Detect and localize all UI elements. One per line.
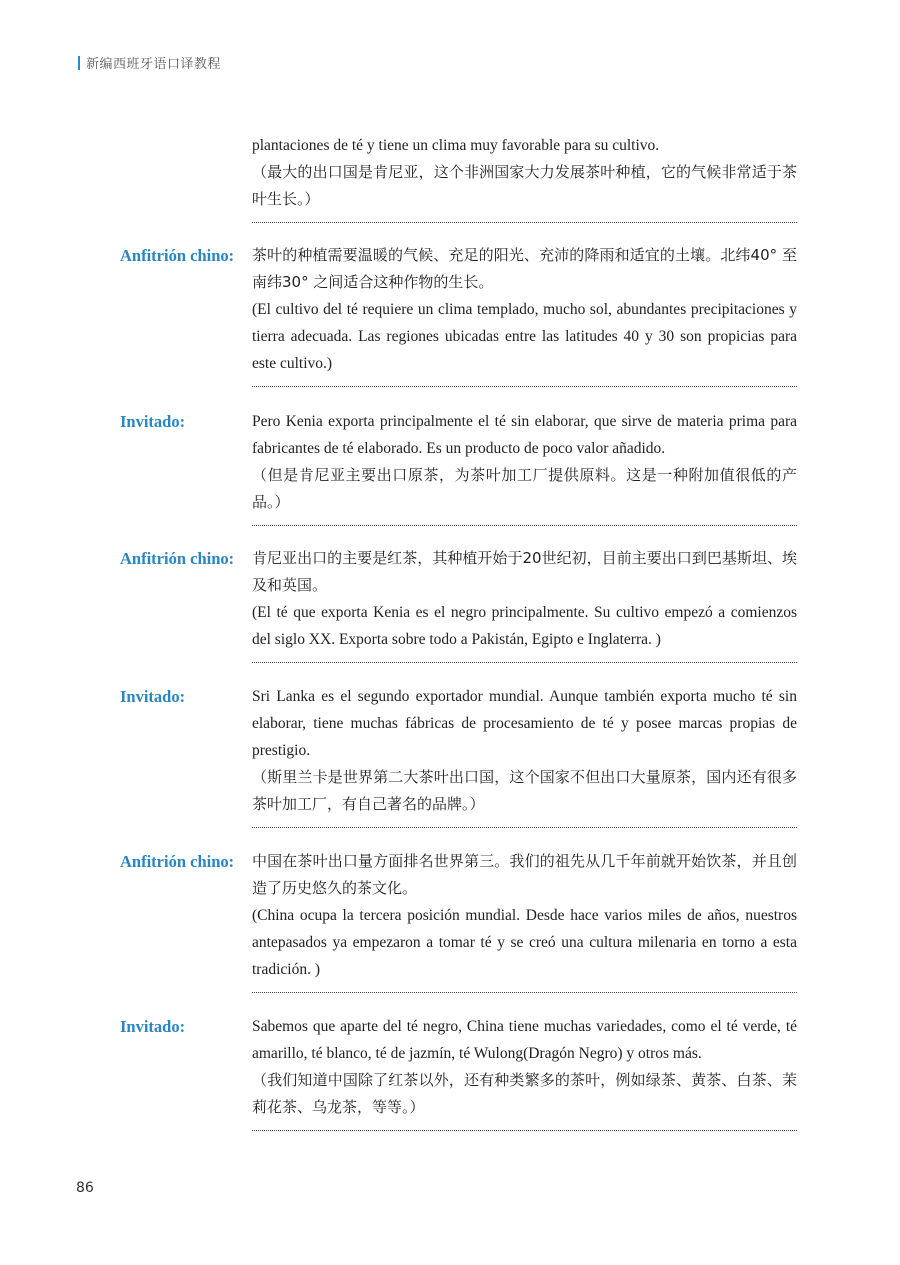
chinese-text: 茶叶的种植需要温暖的气候、充足的阳光、充沛的降雨和适宜的土壤。北纬40° 至南纬30° 之间适合这种作物的生长。 [252, 246, 797, 291]
chinese-text: （但是肯尼亚主要出口原茶，为茶叶加工厂提供原料。这是一种附加值很低的产品。） [252, 466, 797, 511]
spanish-text: Sabemos que aparte del té negro, China tiene muchas variedades, como el té verde, té amarillo, té blanco, té de jazmín, té Wulong(Dragón Negro) y otros más. [252, 1018, 797, 1062]
running-header [78, 53, 221, 72]
speaker-label: Invitado: [120, 1017, 186, 1036]
chinese-text: （最大的出口国是肯尼亚，这个非洲国家大力发展茶叶种植，它的气候非常适于茶叶生长。） [252, 163, 797, 208]
spanish-text: (El té que exporta Kenia es el negro principalmente. Su cultivo empezó a comienzos del siglo XX. Exporta sobre todo a Pakistán, Egipto e Inglaterra. ) [252, 604, 797, 648]
speaker-label: Invitado: [120, 687, 186, 706]
spanish-text: plantaciones de té y tiene un clima muy favorable para su cultivo. [252, 137, 660, 154]
header-title: 新编西班牙语口译教程 [86, 57, 222, 72]
answer-line [252, 662, 797, 663]
speaker-label: Invitado: [120, 412, 186, 431]
answer-line [252, 992, 797, 993]
speaker-label: Anfitrión chino: [120, 246, 235, 265]
answer-line [252, 386, 797, 387]
chinese-text: 中国在茶叶出口量方面排名世界第三。我们的祖先从几千年前就开始饮茶，并且创造了历史悠久的茶文化。 [252, 852, 797, 897]
spanish-text: (China ocupa la tercera posición mundial. Desde hace varios miles de años, nuestros antepasados ya empezaron a tomar té y se creó una cultura milenaria en torno a esta tradición. ) [252, 907, 797, 978]
spanish-text: Sri Lanka es el segundo exportador mundial. Aunque también exporta mucho té sin elaborar, tiene muchas fábricas de procesamiento de té y posee marcas propias de prestigio. [252, 688, 797, 759]
chinese-text: （我们知道中国除了红茶以外，还有种类繁多的茶叶，例如绿茶、黄茶、白茶、茉莉花茶、乌龙茶，等等。） [252, 1071, 797, 1116]
answer-line [252, 525, 797, 526]
header-accent-bar [78, 56, 80, 70]
page-number: 86 [76, 1180, 94, 1196]
chinese-text: （斯里兰卡是世界第二大茶叶出口国，这个国家不但出口大量原茶，国内还有很多茶叶加工厂，有自己著名的品牌。） [252, 768, 797, 813]
chinese-text: 肯尼亚出口的主要是红茶，其种植开始于20世纪初，目前主要出口到巴基斯坦、埃及和英国。 [252, 549, 797, 594]
answer-line [252, 827, 797, 828]
spanish-text: (El cultivo del té requiere un clima templado, mucho sol, abundantes precipitaciones y tierra adecuada. Las regiones ubicadas entre las latitudes 40 y 30 son propicias para este cultivo.) [252, 301, 797, 372]
answer-line [252, 222, 797, 223]
spanish-text: Pero Kenia exporta principalmente el té sin elaborar, que sirve de materia prima para fabricantes de té elaborado. Es un producto de poco valor añadido. [252, 413, 797, 457]
speaker-label: Anfitrión chino: [120, 852, 235, 871]
speaker-label: Anfitrión chino: [120, 549, 235, 568]
answer-line [252, 1130, 797, 1131]
